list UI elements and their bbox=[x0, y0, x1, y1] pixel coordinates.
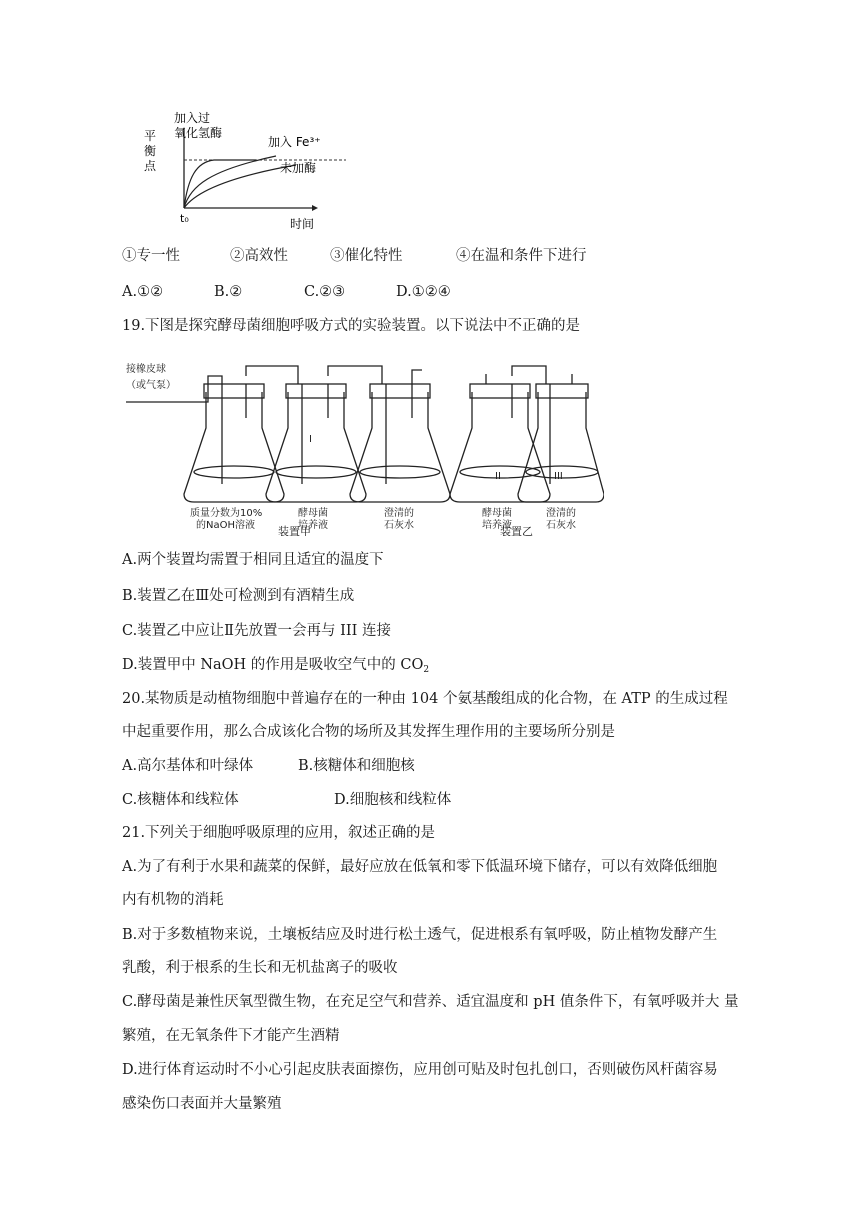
q19-option-c: C.装置乙中应让Ⅱ先放置一会再与 III 连接 bbox=[122, 623, 391, 639]
marker-III: III bbox=[554, 471, 563, 482]
marker-II: II bbox=[495, 471, 501, 482]
pump-label-1: 接橡皮球 bbox=[126, 364, 166, 375]
curve-fe bbox=[184, 156, 276, 208]
flask-3-label-1: 澄清的 bbox=[384, 508, 414, 519]
flask-1-label-2: 的NaOH溶液 bbox=[196, 520, 255, 531]
q19-option-d bbox=[122, 655, 429, 680]
flask-5-label-2: 石灰水 bbox=[546, 520, 576, 531]
flask-5-label-1: 澄清的 bbox=[546, 508, 576, 519]
q18-option-a: A.①② bbox=[122, 284, 164, 300]
flask-4-label-2: 培养液 bbox=[482, 520, 512, 531]
q21-option-d-line-1: D.进行体育运动时不小心引起皮肤表面擦伤，应用创可贴及时包扎创口，否则破伤风杆菌容易 bbox=[122, 1062, 718, 1078]
flask-1-label-1: 质量分数为10% bbox=[190, 508, 263, 519]
curve-none-label: 未加酶 bbox=[280, 161, 317, 175]
q20-option-b: B.核糖体和细胞核 bbox=[298, 758, 415, 774]
q20-stem-line-1: 20.某物质是动植物细胞中普遍存在的一种由 104 个氨基酸组成的化合物，在 ATP 的生成过程 bbox=[122, 691, 728, 707]
q20-option-d: D.细胞核和线粒体 bbox=[334, 792, 452, 808]
device-b-label: 装置乙 bbox=[500, 525, 533, 536]
q21-option-c-line-1: C.酵母菌是兼性厌氧型微生物，在充足空气和营养、适宜温度和 pH 值条件下，有氧呼吸并大 量 bbox=[122, 994, 739, 1010]
q19-option-d-subscript: 2 bbox=[423, 665, 430, 675]
device-a-label: 装置甲 bbox=[278, 525, 311, 536]
q21-option-a-line-1: A.为了有利于水果和蔬菜的保鲜，最好应放在低氧和零下低温环境下储存，可以有效降低细胞 bbox=[122, 859, 718, 875]
flask-4 bbox=[450, 392, 550, 502]
x-axis-label: 时间 bbox=[290, 217, 315, 231]
q18-option-c: C.②③ bbox=[304, 284, 346, 300]
q18-option-b: B.② bbox=[214, 284, 243, 300]
enzyme-reaction-graph bbox=[126, 108, 356, 234]
flask-3 bbox=[350, 392, 450, 502]
q18-prop-3: ③催化特性 bbox=[330, 248, 403, 264]
curve-catalase-label-2: 氧化氢酶 bbox=[174, 126, 223, 140]
q19-option-b: B.装置乙在Ⅲ处可检测到有酒精生成 bbox=[122, 588, 355, 604]
y-axis-label-2: 衡 bbox=[144, 144, 157, 158]
y-axis-label-1: 平 bbox=[144, 129, 157, 143]
q18-prop-4: ④在温和条件下进行 bbox=[456, 248, 587, 264]
flask-4-label-1: 酵母菌 bbox=[482, 508, 512, 519]
q21-option-b-line-1: B.对于多数植物来说，土壤板结应及时进行松土透气，促进根系有氧呼吸，防止植物发酵产生 bbox=[122, 927, 718, 943]
flask-2-label-1: 酵母菌 bbox=[298, 508, 328, 519]
q19-option-a: A.两个装置均需置于相同且适宜的温度下 bbox=[122, 552, 384, 568]
q21-option-c-line-2: 繁殖，在无氧条件下才能产生酒精 bbox=[122, 1028, 340, 1044]
flask-5 bbox=[518, 392, 604, 502]
q19-stem: 19.下图是探究酵母菌细胞呼吸方式的实验装置。以下说法中不正确的是 bbox=[122, 318, 581, 334]
q20-option-c: C.核糖体和线粒体 bbox=[122, 792, 239, 808]
marker-I: I bbox=[309, 434, 312, 445]
q18-option-d: D.①②④ bbox=[396, 284, 451, 300]
flask-3-label-2: 石灰水 bbox=[384, 520, 414, 531]
curve-catalase-label-1: 加入过 bbox=[174, 111, 211, 125]
t0-label: t₀ bbox=[180, 212, 189, 225]
curve-fe-label: 加入 Fe³⁺ bbox=[268, 135, 321, 149]
q21-option-d-line-2: 感染伤口表面并大量繁殖 bbox=[122, 1096, 282, 1112]
q21-stem: 21.下列关于细胞呼吸原理的应用，叙述正确的是 bbox=[122, 825, 436, 841]
y-axis-label-3: 点 bbox=[144, 159, 157, 173]
q18-prop-1: ①专一性 bbox=[122, 248, 180, 264]
q21-option-a-line-2: 内有机物的消耗 bbox=[122, 892, 224, 908]
pump-label-2: （或气泵） bbox=[126, 380, 176, 391]
flask-2-label-2: 培养液 bbox=[298, 520, 328, 531]
q20-option-a: A.高尔基体和叶绿体 bbox=[122, 758, 254, 774]
q19-option-d-text: D.装置甲中 NaOH 的作用是吸收空气中的 CO bbox=[122, 657, 424, 673]
q21-option-b-line-2: 乳酸，利于根系的生长和无机盐离子的吸收 bbox=[122, 960, 398, 976]
q20-stem-line-2: 中起重要作用，那么合成该化合物的场所及其发挥生理作用的主要场所分别是 bbox=[122, 724, 615, 740]
yeast-respiration-apparatus bbox=[126, 344, 604, 536]
q18-prop-2: ②高效性 bbox=[230, 248, 288, 264]
